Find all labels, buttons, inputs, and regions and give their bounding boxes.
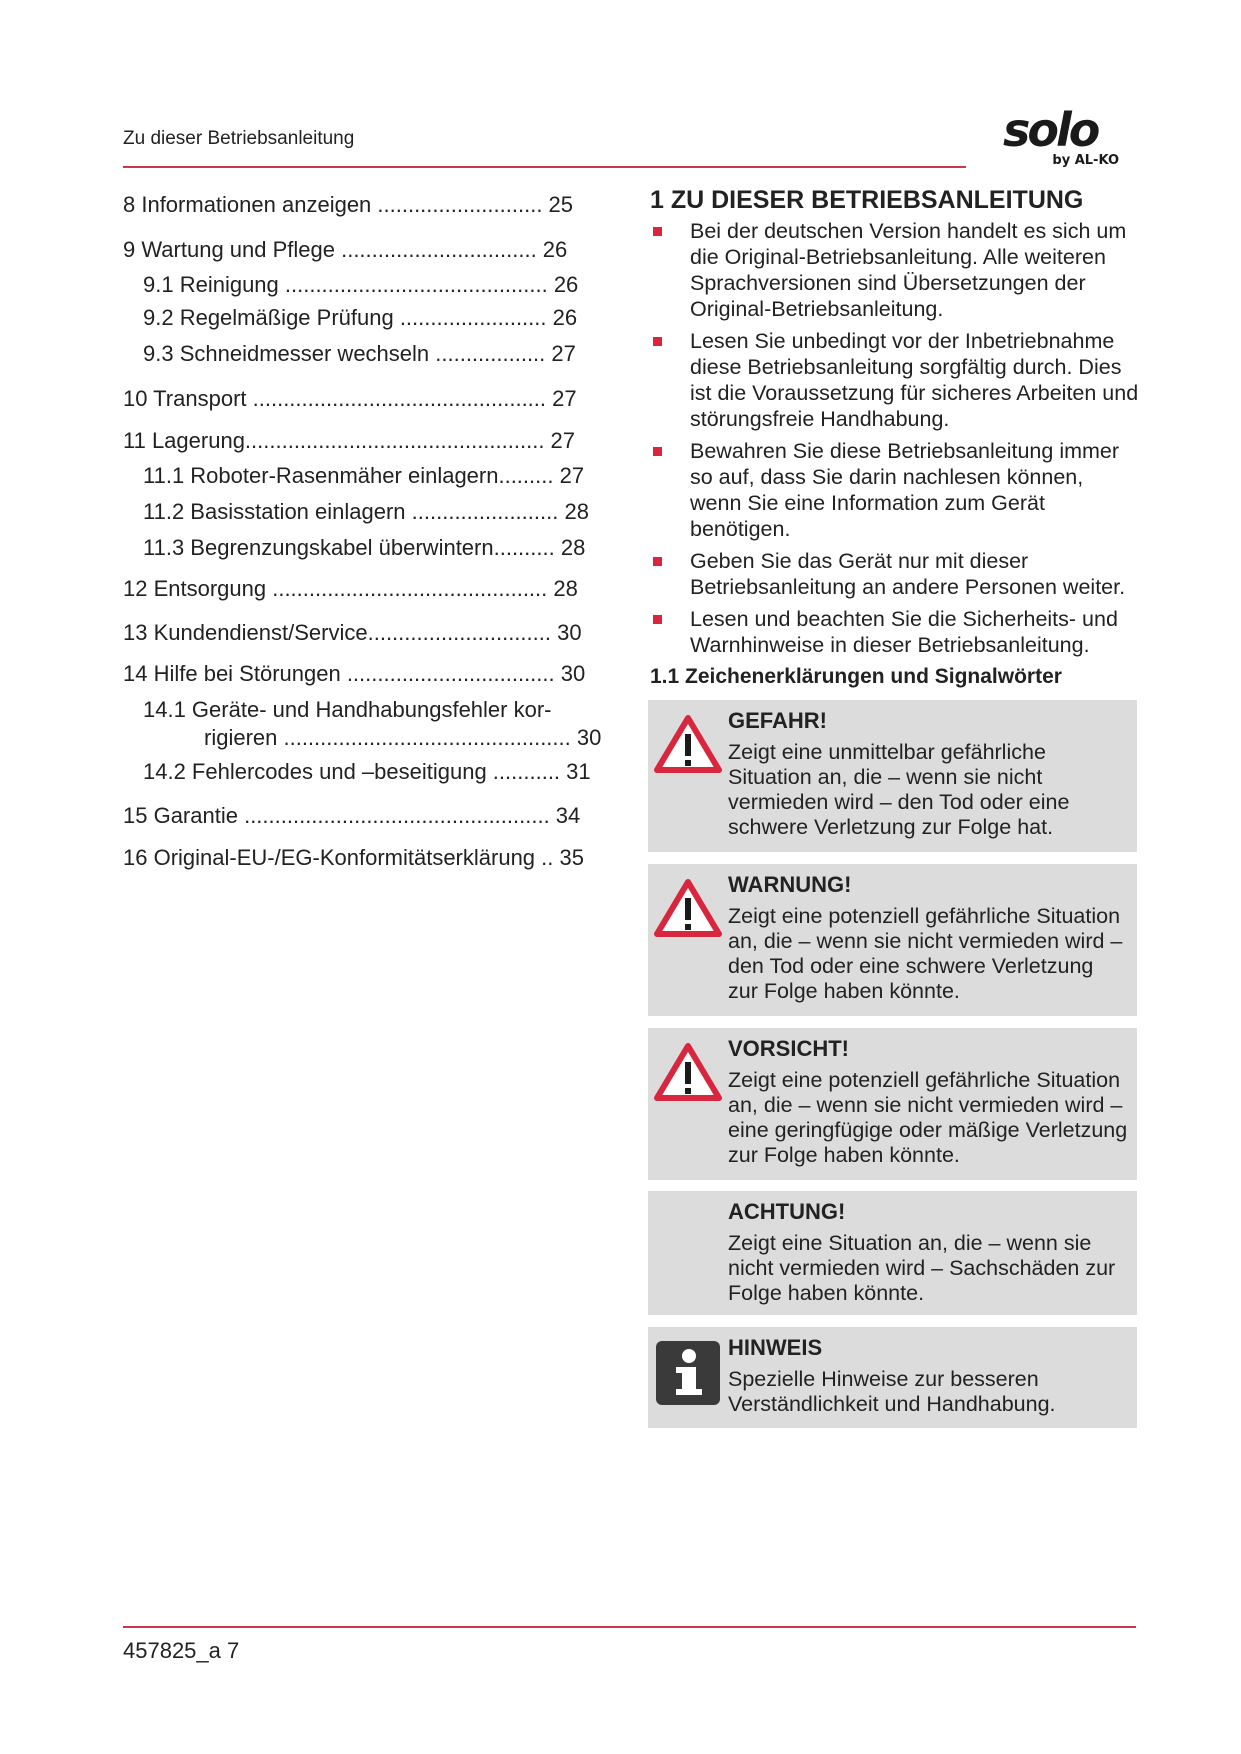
signal-title: VORSICHT! (728, 1036, 849, 1061)
signal-title: WARNUNG! (728, 872, 852, 897)
bullet-item (650, 606, 1140, 658)
toc-item[interactable]: 9.1 Reinigung ........................................... 26 (143, 272, 579, 297)
bullet-square-icon (653, 615, 662, 624)
signal-text: Zeigt eine Situation an, die – wenn sie nicht vermieden wird – Sachschäden zur Folge haben könnte. (728, 1231, 1116, 1305)
bullet-item (650, 218, 1140, 322)
signal-text: Zeigt eine potenziell gefährliche Situation an, die – wenn sie nicht vermieden wird – den Tod oder eine schwere Verletzung zur Folge haben könnte. (728, 904, 1123, 1003)
bullet-item (650, 328, 1140, 432)
bullet-text: Lesen und beachten Sie die Sicherheits- und Warnhinweise in dieser Betriebsanleitung. (690, 607, 1118, 657)
signal-text: Zeigt eine unmittelbar gefährliche Situation an, die – wenn sie nicht vermieden wird – den Tod oder eine schwere Verletzung zur Folge hat. (728, 740, 1070, 839)
page-header-title: Zu dieser Betriebsanleitung (123, 128, 355, 149)
toc-item[interactable]: 16 Original-EU-/EG-Konformitätserklärung .. 35 (123, 845, 584, 870)
toc-item-continuation: rigieren ............................................... 30 (204, 725, 602, 750)
subsection-heading: 1.1 Zeichenerklärungen und Signalwörter (650, 665, 1062, 688)
bullet-text: Geben Sie das Gerät nur mit dieser Betriebsanleitung an andere Personen weiter. (690, 549, 1126, 599)
signal-box-warning (648, 864, 1137, 1016)
header-divider (123, 166, 966, 168)
toc-item[interactable]: 11.2 Basisstation einlagern ........................ 28 (143, 499, 589, 524)
signal-title: HINWEIS (728, 1335, 823, 1360)
toc-item[interactable]: 15 Garantie .................................................. 34 (123, 803, 581, 828)
logo-sub-text: by AL-KO (1052, 153, 1119, 168)
brand-logo (1003, 105, 1121, 175)
toc-item[interactable]: 12 Entsorgung ............................................. 28 (123, 576, 578, 601)
footer-divider (123, 1626, 1136, 1628)
signal-text: Zeigt eine potenziell gefährliche Situation an, die – wenn sie nicht vermieden wird – eine geringfügige oder mäßige Verletzung zur Folge haben könnte. (728, 1068, 1128, 1167)
toc-item[interactable]: 9.3 Schneidmesser wechseln .................. 27 (143, 341, 576, 366)
warning-triangle-icon (654, 1042, 722, 1102)
toc-item[interactable]: 11.1 Roboter-Rasenmäher einlagern......... 27 (143, 463, 585, 488)
signal-title: ACHTUNG! (728, 1199, 846, 1224)
info-icon (656, 1341, 720, 1405)
signal-box-danger (648, 700, 1137, 852)
toc-item[interactable]: 14 Hilfe bei Störungen .................................. 30 (123, 661, 586, 686)
logo-main-text: solo (1003, 103, 1098, 157)
bullet-text: Bewahren Sie diese Betriebsanleitung immer so auf, dass Sie darin nachlesen können, wenn Sie eine Information zum Gerät benötigen. (690, 439, 1120, 541)
intro-bullet-list (650, 218, 1140, 664)
section-heading: 1 ZU DIESER BETRIEBSANLEITUNG (650, 186, 1084, 214)
toc-item[interactable]: 8 Informationen anzeigen ........................... 25 (123, 192, 574, 217)
toc-item[interactable] (143, 697, 601, 751)
bullet-square-icon (653, 337, 662, 346)
bullet-text: Lesen Sie unbedingt vor der Inbetriebnahme diese Betriebsanleitung sorgfältig durch. Dies ist die Voraussetzung für sicheres Arbeiten und störungsfreie Handhabung. (690, 329, 1139, 431)
signal-box-note (648, 1327, 1137, 1428)
toc-item[interactable]: 11 Lagerung................................................. 27 (123, 428, 576, 453)
toc-item[interactable]: 14.2 Fehlercodes und –beseitigung ........... 31 (143, 759, 591, 784)
bullet-item (650, 438, 1140, 542)
signal-box-caution (648, 1028, 1137, 1180)
bullet-square-icon (653, 227, 662, 236)
bullet-square-icon (653, 557, 662, 566)
bullet-square-icon (653, 447, 662, 456)
toc-item[interactable]: 13 Kundendienst/Service.............................. 30 (123, 620, 582, 645)
warning-triangle-icon (654, 714, 722, 774)
bullet-item (650, 548, 1140, 600)
bullet-text: Bei der deutschen Version handelt es sich um die Original-Betriebsanleitung. Alle weiteren Sprachversionen sind Übersetzungen der Original-Betriebsanleitung. (690, 219, 1127, 321)
toc-item[interactable]: 9.2 Regelmäßige Prüfung ........................ 26 (143, 305, 578, 330)
signal-text: Spezielle Hinweise zur besseren Verständlichkeit und Handhabung. (728, 1367, 1056, 1416)
warning-triangle-icon (654, 878, 722, 938)
toc-item[interactable]: 9 Wartung und Pflege ................................ 26 (123, 237, 568, 262)
signal-title: GEFAHR! (728, 708, 827, 733)
toc-item[interactable]: 10 Transport ................................................ 27 (123, 386, 577, 411)
toc-item[interactable]: 11.3 Begrenzungskabel überwintern.......... 28 (143, 535, 586, 560)
page-footer: 457825_a 7 (123, 1638, 240, 1663)
toc-item-label: 14.1 Geräte- und Handhabungsfehler kor- (143, 697, 552, 722)
signal-box-attention (648, 1191, 1137, 1315)
